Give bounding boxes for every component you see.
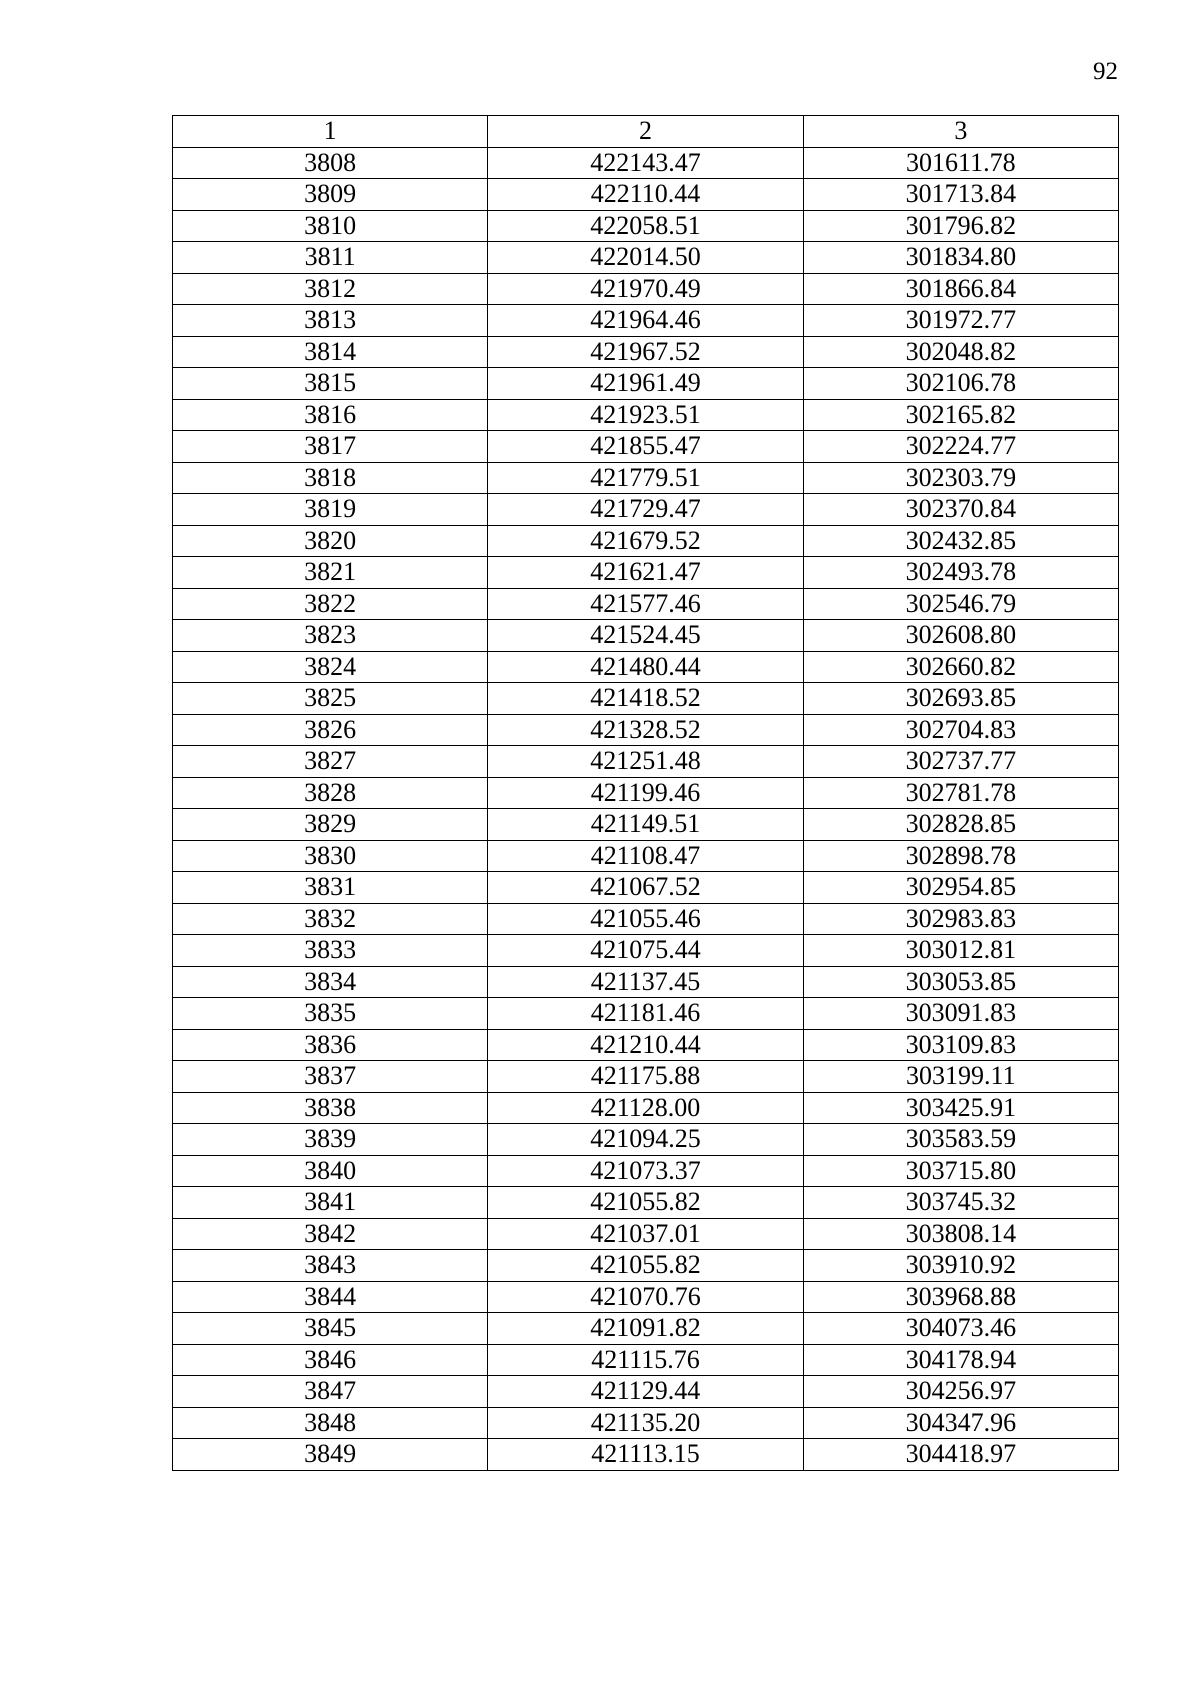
x-coordinate-cell: 421175.88 [488, 1061, 803, 1093]
x-coordinate-cell: 421328.52 [488, 714, 803, 746]
x-coordinate-cell: 422110.44 [488, 179, 803, 211]
table-row [173, 305, 1119, 337]
table-row [173, 431, 1119, 463]
coordinates-table [172, 115, 1119, 1471]
table-row [173, 557, 1119, 589]
table-row [173, 651, 1119, 683]
y-coordinate-cell: 301866.84 [803, 273, 1118, 305]
y-coordinate-cell: 302165.82 [803, 399, 1118, 431]
x-coordinate-cell: 421108.47 [488, 840, 803, 872]
y-coordinate-cell: 303425.91 [803, 1092, 1118, 1124]
y-coordinate-cell: 303715.80 [803, 1155, 1118, 1187]
point-number-cell: 3847 [173, 1376, 488, 1408]
y-coordinate-cell: 301972.77 [803, 305, 1118, 337]
point-number-cell: 3835 [173, 998, 488, 1030]
x-coordinate-cell: 421149.51 [488, 809, 803, 841]
point-number-cell: 3827 [173, 746, 488, 778]
x-coordinate-cell: 421961.49 [488, 368, 803, 400]
table-row [173, 1439, 1119, 1471]
y-coordinate-cell: 302954.85 [803, 872, 1118, 904]
table-row [173, 1376, 1119, 1408]
table-row [173, 998, 1119, 1030]
y-coordinate-cell: 302303.79 [803, 462, 1118, 494]
point-number-cell: 3809 [173, 179, 488, 211]
table-row [173, 620, 1119, 652]
point-number-cell: 3841 [173, 1187, 488, 1219]
x-coordinate-cell: 421128.00 [488, 1092, 803, 1124]
table-row [173, 336, 1119, 368]
y-coordinate-cell: 303199.11 [803, 1061, 1118, 1093]
point-number-cell: 3848 [173, 1407, 488, 1439]
table-row [173, 935, 1119, 967]
y-coordinate-cell: 302983.83 [803, 903, 1118, 935]
point-number-cell: 3843 [173, 1250, 488, 1282]
point-number-cell: 3844 [173, 1281, 488, 1313]
y-coordinate-cell: 303968.88 [803, 1281, 1118, 1313]
table-row [173, 1155, 1119, 1187]
y-coordinate-cell: 303012.81 [803, 935, 1118, 967]
table-row [173, 809, 1119, 841]
point-number-cell: 3839 [173, 1124, 488, 1156]
point-number-cell: 3823 [173, 620, 488, 652]
point-number-cell: 3831 [173, 872, 488, 904]
x-coordinate-cell: 421210.44 [488, 1029, 803, 1061]
table-row [173, 966, 1119, 998]
y-coordinate-cell: 302432.85 [803, 525, 1118, 557]
x-coordinate-cell: 421055.82 [488, 1250, 803, 1282]
table-row [173, 242, 1119, 274]
table-header [173, 116, 1119, 148]
x-coordinate-cell: 422058.51 [488, 210, 803, 242]
y-coordinate-cell: 303910.92 [803, 1250, 1118, 1282]
point-number-cell: 3842 [173, 1218, 488, 1250]
table-row [173, 1092, 1119, 1124]
y-coordinate-cell: 302828.85 [803, 809, 1118, 841]
column-header-3: 3 [803, 116, 1118, 148]
point-number-cell: 3822 [173, 588, 488, 620]
table-row [173, 1061, 1119, 1093]
x-coordinate-cell: 421094.25 [488, 1124, 803, 1156]
point-number-cell: 3828 [173, 777, 488, 809]
y-coordinate-cell: 301713.84 [803, 179, 1118, 211]
x-coordinate-cell: 421199.46 [488, 777, 803, 809]
y-coordinate-cell: 301796.82 [803, 210, 1118, 242]
table-row [173, 840, 1119, 872]
y-coordinate-cell: 302546.79 [803, 588, 1118, 620]
y-coordinate-cell: 302704.83 [803, 714, 1118, 746]
x-coordinate-cell: 421418.52 [488, 683, 803, 715]
x-coordinate-cell: 422143.47 [488, 147, 803, 179]
x-coordinate-cell: 421129.44 [488, 1376, 803, 1408]
point-number-cell: 3812 [173, 273, 488, 305]
x-coordinate-cell: 421970.49 [488, 273, 803, 305]
point-number-cell: 3814 [173, 336, 488, 368]
x-coordinate-cell: 421679.52 [488, 525, 803, 557]
y-coordinate-cell: 302493.78 [803, 557, 1118, 589]
y-coordinate-cell: 303053.85 [803, 966, 1118, 998]
y-coordinate-cell: 302737.77 [803, 746, 1118, 778]
point-number-cell: 3811 [173, 242, 488, 274]
table-row [173, 494, 1119, 526]
point-number-cell: 3821 [173, 557, 488, 589]
point-number-cell: 3825 [173, 683, 488, 715]
point-number-cell: 3834 [173, 966, 488, 998]
x-coordinate-cell: 421073.37 [488, 1155, 803, 1187]
x-coordinate-cell: 421091.82 [488, 1313, 803, 1345]
column-header-2: 2 [488, 116, 803, 148]
table-row [173, 1250, 1119, 1282]
table-row [173, 1187, 1119, 1219]
point-number-cell: 3836 [173, 1029, 488, 1061]
header-row [173, 116, 1119, 148]
x-coordinate-cell: 421067.52 [488, 872, 803, 904]
point-number-cell: 3833 [173, 935, 488, 967]
x-coordinate-cell: 421480.44 [488, 651, 803, 683]
y-coordinate-cell: 304073.46 [803, 1313, 1118, 1345]
x-coordinate-cell: 421964.46 [488, 305, 803, 337]
y-coordinate-cell: 302048.82 [803, 336, 1118, 368]
table-row [173, 1407, 1119, 1439]
point-number-cell: 3849 [173, 1439, 488, 1471]
table-row [173, 1029, 1119, 1061]
point-number-cell: 3813 [173, 305, 488, 337]
x-coordinate-cell: 421577.46 [488, 588, 803, 620]
y-coordinate-cell: 301834.80 [803, 242, 1118, 274]
y-coordinate-cell: 302898.78 [803, 840, 1118, 872]
y-coordinate-cell: 302106.78 [803, 368, 1118, 400]
y-coordinate-cell: 302608.80 [803, 620, 1118, 652]
x-coordinate-cell: 421055.82 [488, 1187, 803, 1219]
point-number-cell: 3840 [173, 1155, 488, 1187]
point-number-cell: 3818 [173, 462, 488, 494]
point-number-cell: 3845 [173, 1313, 488, 1345]
table-row [173, 588, 1119, 620]
table-row [173, 462, 1119, 494]
x-coordinate-cell: 421729.47 [488, 494, 803, 526]
x-coordinate-cell: 421137.45 [488, 966, 803, 998]
x-coordinate-cell: 421075.44 [488, 935, 803, 967]
table-row [173, 1313, 1119, 1345]
table-row [173, 1281, 1119, 1313]
column-header-1: 1 [173, 116, 488, 148]
point-number-cell: 3819 [173, 494, 488, 526]
x-coordinate-cell: 421524.45 [488, 620, 803, 652]
x-coordinate-cell: 422014.50 [488, 242, 803, 274]
table-row [173, 399, 1119, 431]
table-row [173, 147, 1119, 179]
table-row [173, 368, 1119, 400]
y-coordinate-cell: 302693.85 [803, 683, 1118, 715]
y-coordinate-cell: 304178.94 [803, 1344, 1118, 1376]
table-row [173, 903, 1119, 935]
y-coordinate-cell: 301611.78 [803, 147, 1118, 179]
y-coordinate-cell: 302781.78 [803, 777, 1118, 809]
table-row [173, 1124, 1119, 1156]
point-number-cell: 3816 [173, 399, 488, 431]
y-coordinate-cell: 302224.77 [803, 431, 1118, 463]
page-number: 92 [1093, 58, 1118, 85]
point-number-cell: 3830 [173, 840, 488, 872]
point-number-cell: 3820 [173, 525, 488, 557]
x-coordinate-cell: 421779.51 [488, 462, 803, 494]
table-row [173, 777, 1119, 809]
x-coordinate-cell: 421251.48 [488, 746, 803, 778]
x-coordinate-cell: 421070.76 [488, 1281, 803, 1313]
x-coordinate-cell: 421855.47 [488, 431, 803, 463]
point-number-cell: 3826 [173, 714, 488, 746]
table-row [173, 1218, 1119, 1250]
table-row [173, 1344, 1119, 1376]
x-coordinate-cell: 421621.47 [488, 557, 803, 589]
table-row [173, 683, 1119, 715]
point-number-cell: 3832 [173, 903, 488, 935]
table-row [173, 273, 1119, 305]
table-row [173, 179, 1119, 211]
y-coordinate-cell: 302660.82 [803, 651, 1118, 683]
y-coordinate-cell: 304256.97 [803, 1376, 1118, 1408]
y-coordinate-cell: 303109.83 [803, 1029, 1118, 1061]
x-coordinate-cell: 421055.46 [488, 903, 803, 935]
y-coordinate-cell: 303091.83 [803, 998, 1118, 1030]
x-coordinate-cell: 421181.46 [488, 998, 803, 1030]
point-number-cell: 3838 [173, 1092, 488, 1124]
table-row [173, 746, 1119, 778]
point-number-cell: 3815 [173, 368, 488, 400]
point-number-cell: 3837 [173, 1061, 488, 1093]
point-number-cell: 3824 [173, 651, 488, 683]
point-number-cell: 3810 [173, 210, 488, 242]
y-coordinate-cell: 303745.32 [803, 1187, 1118, 1219]
x-coordinate-cell: 421113.15 [488, 1439, 803, 1471]
point-number-cell: 3829 [173, 809, 488, 841]
y-coordinate-cell: 304347.96 [803, 1407, 1118, 1439]
y-coordinate-cell: 303583.59 [803, 1124, 1118, 1156]
x-coordinate-cell: 421135.20 [488, 1407, 803, 1439]
x-coordinate-cell: 421115.76 [488, 1344, 803, 1376]
point-number-cell: 3817 [173, 431, 488, 463]
table-row [173, 525, 1119, 557]
point-number-cell: 3808 [173, 147, 488, 179]
table-row [173, 714, 1119, 746]
y-coordinate-cell: 303808.14 [803, 1218, 1118, 1250]
table-row [173, 872, 1119, 904]
y-coordinate-cell: 302370.84 [803, 494, 1118, 526]
x-coordinate-cell: 421967.52 [488, 336, 803, 368]
point-number-cell: 3846 [173, 1344, 488, 1376]
x-coordinate-cell: 421923.51 [488, 399, 803, 431]
x-coordinate-cell: 421037.01 [488, 1218, 803, 1250]
y-coordinate-cell: 304418.97 [803, 1439, 1118, 1471]
table-row [173, 210, 1119, 242]
table-body [173, 147, 1119, 1470]
